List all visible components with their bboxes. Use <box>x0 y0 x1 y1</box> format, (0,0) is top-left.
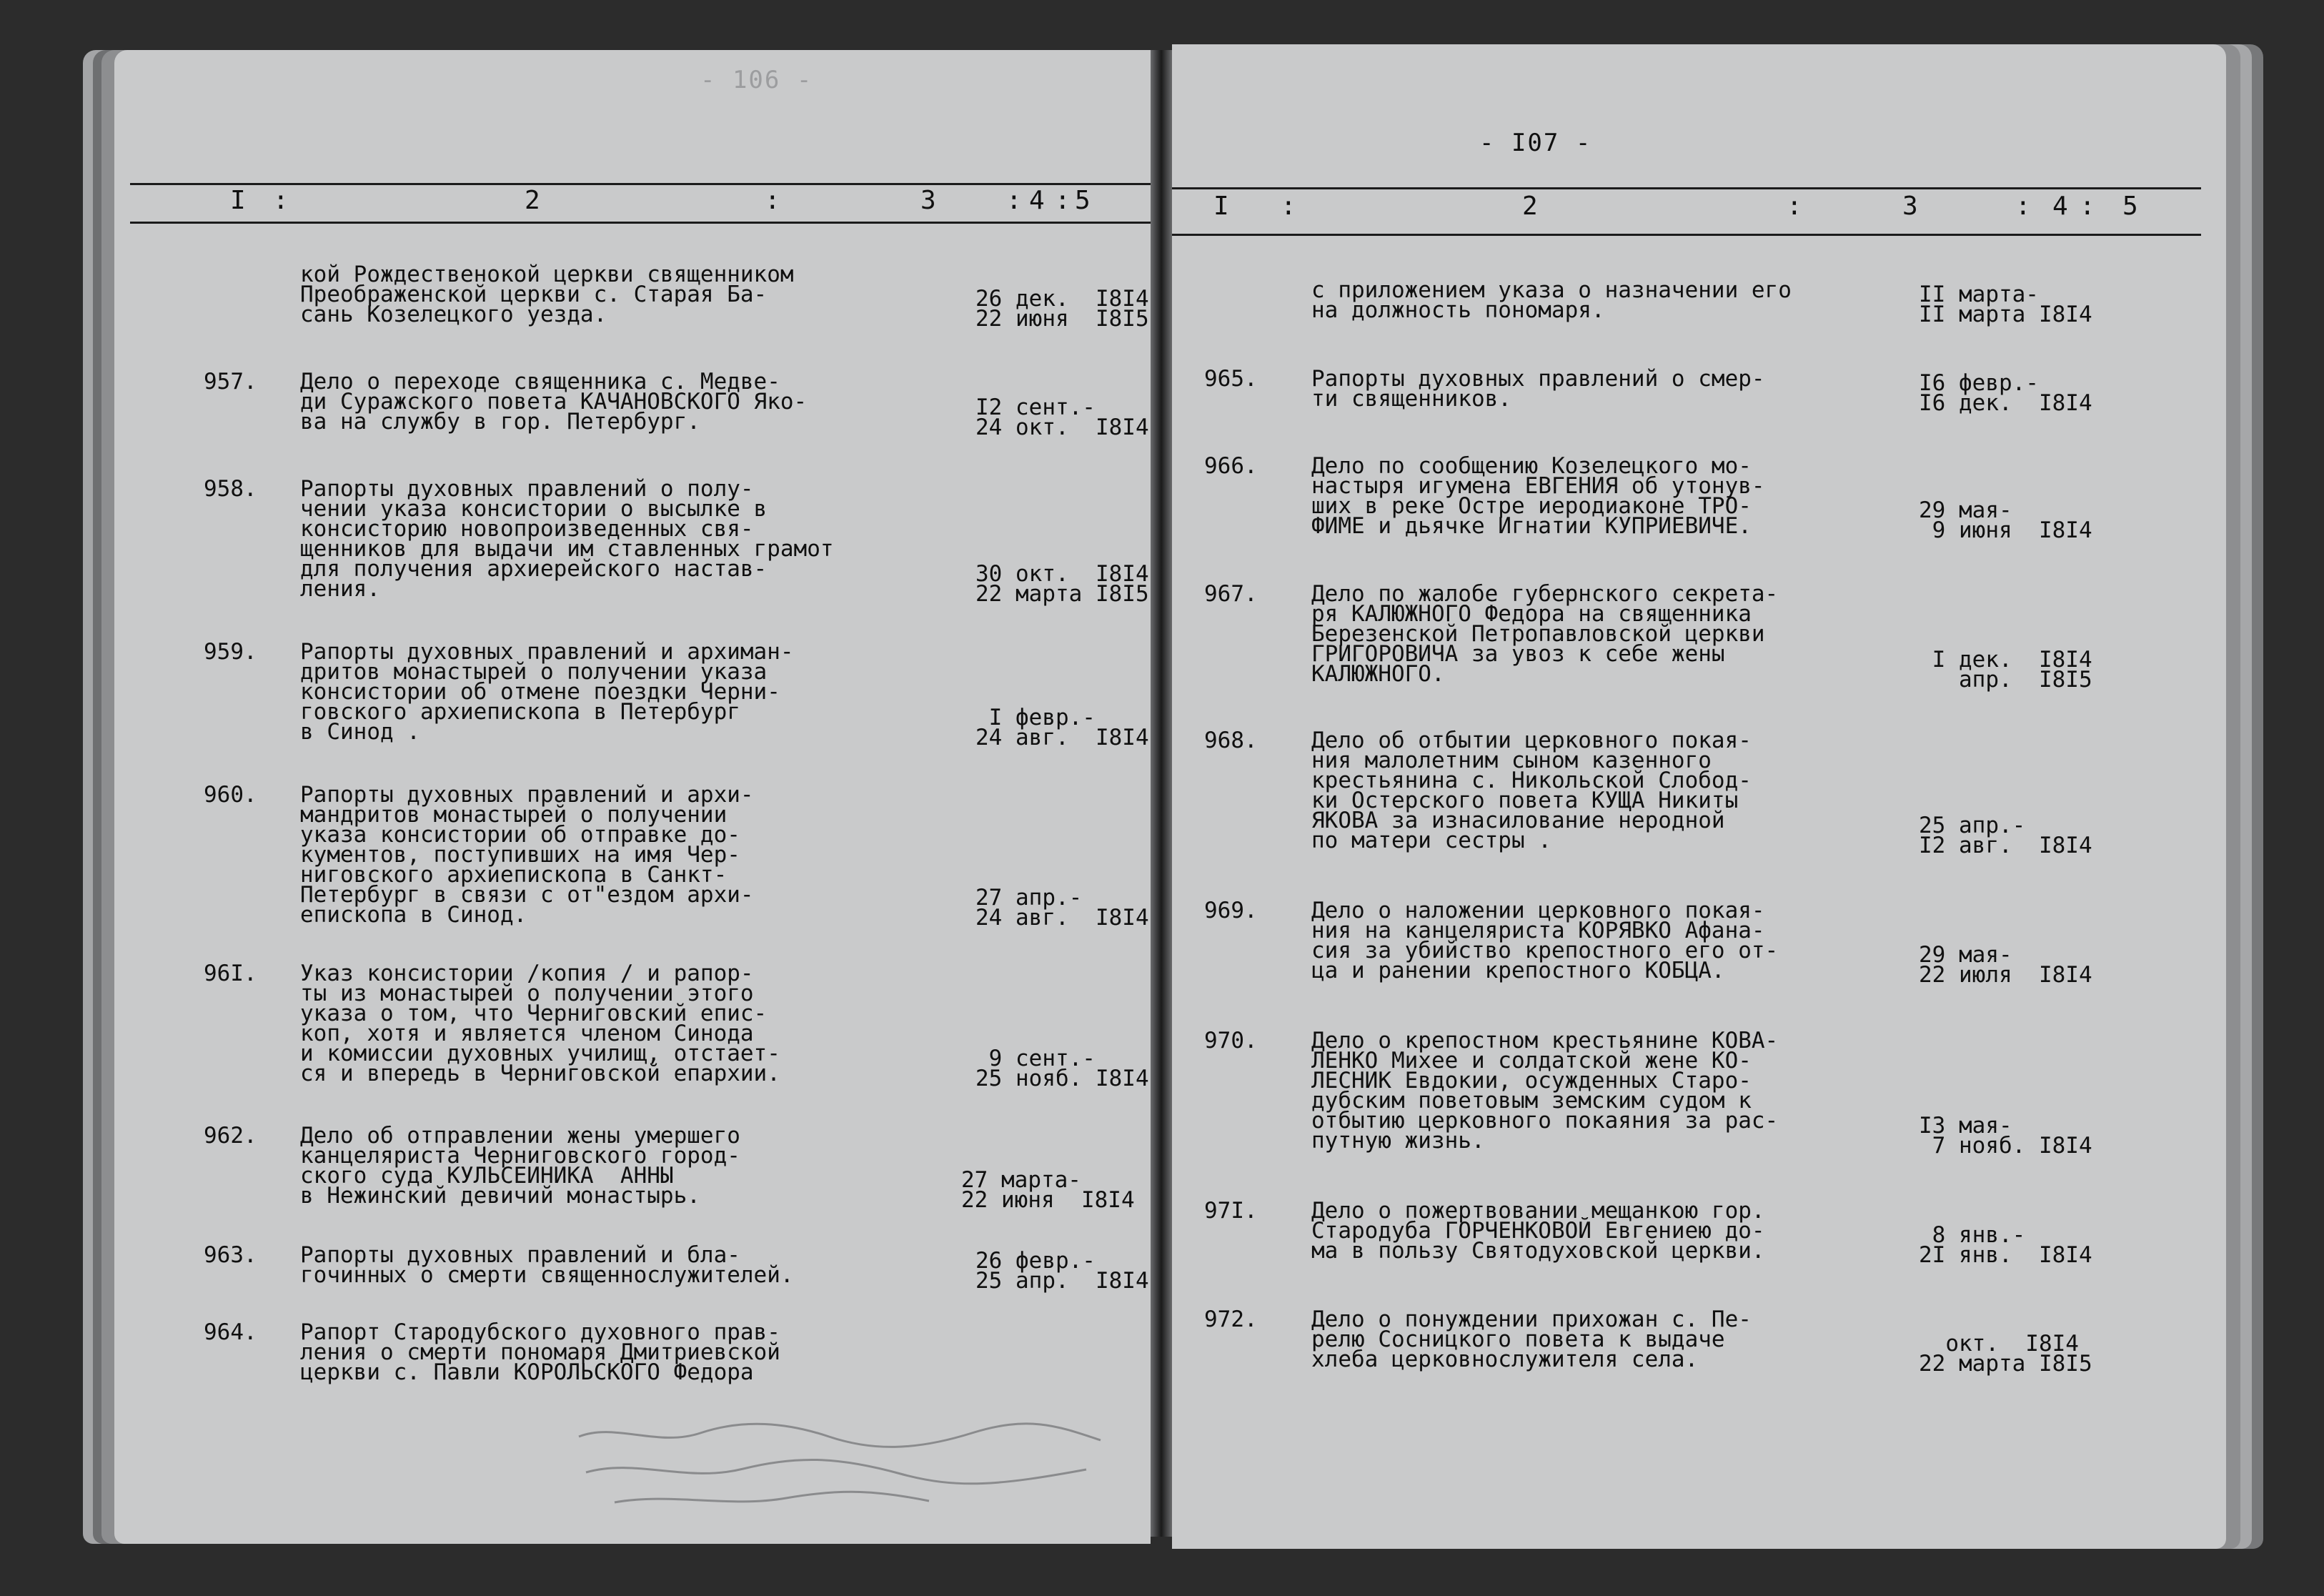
entry-dates: 27 марта- 22 июня I8I4 <box>961 1167 1135 1213</box>
entry-967 <box>1204 581 2205 693</box>
entry-description: Рапорты духовных правлений и бла- гочинных о смерти священнослужителей. <box>300 1242 794 1288</box>
column-header-3: 3 <box>1902 192 1918 221</box>
column-header-1: I <box>1213 192 1229 221</box>
entry-description: с приложением указа о назначении его на должность пономаря. <box>1311 277 1792 323</box>
entry-dates: окт. I8I4 22 марта I8I5 <box>1919 1331 2092 1377</box>
entry-description: Дело о пожертвовании мещанкою гор. Стародуба ГОРЧЕНКОВОЙ Евгениею до- ма в пользу Святодуховской церкви. <box>1311 1198 1765 1264</box>
entry-number: 969. <box>1204 898 1258 923</box>
header-top-rule <box>1172 187 2201 189</box>
entry-number: 965. <box>1204 366 1258 392</box>
entry-description: Рапорты духовных правлений и архиман- дритов монастырей о получении указа консистории об отмене поездки Черни- говского архиепископа в Петербург в Синод . <box>300 639 794 745</box>
entry-dates: 29 мая- 9 июня I8I4 <box>1919 497 2092 543</box>
handwritten-note-scribble <box>572 1408 1115 1515</box>
entry-description: кой Рождественокой церкви священником Преображенской церкви с. Старая Ба- сань Козелецкого уезда. <box>300 262 794 327</box>
column-header-4: 4 <box>1029 186 1045 215</box>
entry-dates: I февр.- 24 авг. I8I4 <box>975 705 1149 750</box>
right-page <box>1172 44 2226 1549</box>
entry-description: Дело по сообщению Козелецкого мо- настыря игумена ЕВГЕНИЯ об утонув- ших в реке Остре иеродиаконе ТРО- ФИМЕ и дьячке Игнатии КУПРИЕВИЧЕ. <box>1311 453 1765 539</box>
column-separator: : <box>1787 192 1802 221</box>
entry-dates: I2 сент.- 24 окт. I8I4 <box>975 395 1149 440</box>
entry-dates: 26 дек. I8I4 22 июня I8I5 <box>975 286 1149 332</box>
entry-description: Дело по жалобе губернского секрета- ря КАЛЮЖНОГО Федора на священника Березенской Петропавловской церкви ГРИГОРОВИЧА за увоз к себе жены КАЛЮЖНОГО. <box>1311 581 1779 687</box>
entry-number: 964. <box>204 1319 257 1345</box>
column-header-2: 2 <box>525 186 540 215</box>
entry-959 <box>204 639 1149 750</box>
column-separator: : <box>1006 186 1022 215</box>
entry-dates: 9 сент.- 25 нояб. I8I4 <box>975 1046 1149 1091</box>
entry-965 <box>1204 366 2205 416</box>
entry-number: 970. <box>1204 1028 1258 1054</box>
entry-number: 958. <box>204 476 257 502</box>
right-page-number: - I07 - <box>1479 129 1592 157</box>
entry-description: Дело о понуждении прихожан с. Пе- релю Сосницкого повета к выдаче хлеба церковнослужителя села. <box>1311 1307 1752 1372</box>
column-header-4: 4 <box>2052 192 2068 221</box>
entry-968 <box>1204 730 2205 856</box>
entry-971 <box>1204 1198 2205 1268</box>
entry-description: Дело об отправлении жены умершего канцеляриста Черниговского город- ского суда КУЛЬСЕИНИКА АННЫ в Нежинский девичий монастырь. <box>300 1123 740 1209</box>
entry-description: Дело о крепостном крестьянине КОВА- ЛЕНКО Михее и солдатской жене КО- ЛЕСНИК Евдокии, осужденных Старо- дубским поветовым земским судом к отбытию церковного покаяния за рас- путную жизнь. <box>1311 1028 1779 1154</box>
entry-963 <box>204 1242 1149 1294</box>
left-page <box>114 50 1151 1544</box>
entry-number: 972. <box>1204 1307 1258 1332</box>
left-page-number: - 106 - <box>700 66 813 94</box>
header-bottom-rule <box>130 222 1151 224</box>
entry-description: Рапорт Стародубского духовного прав- ления о смерти пономаря Дмитриевской церкви с. Павли КОРОЛЬСКОГО Федора <box>300 1319 780 1385</box>
header-bottom-rule <box>1172 234 2201 236</box>
entry-957 <box>204 369 1149 440</box>
entry-964 <box>204 1319 1133 1387</box>
entry-958 <box>204 476 1149 607</box>
entry-number: 966. <box>1204 453 1258 479</box>
entry-dates: 30 окт. I8I4 22 марта I8I5 <box>975 561 1149 607</box>
entry-number: 957. <box>204 369 257 395</box>
column-header-5: 5 <box>1075 186 1091 215</box>
entry-dates: 29 мая- 22 июля I8I4 <box>1919 942 2092 988</box>
entry-number: 96I. <box>204 961 257 986</box>
entry-dates: 26 февр.- 25 апр. I8I4 <box>975 1248 1149 1294</box>
column-header-5: 5 <box>2122 192 2138 221</box>
column-separator: : <box>2080 192 2095 221</box>
entry-description: Указ консистории /копия / и рапор- ты из монастырей о получении этого указа о том, что Черниговский епис- коп, хотя и является членом Синода и комиссии духовных училищ, отстает- ся и впередь в Черниговской епархии. <box>300 961 780 1086</box>
entry-960 <box>204 782 1149 931</box>
entry-970 <box>1204 1028 2205 1159</box>
entry-continuation <box>1204 277 2205 327</box>
entry-description: Рапорты духовных правлений и архи- мандритов монастырей о получении указа консистории об отправке до- кументов, поступивших на имя Чер- ниговского архиепископа в Санкт- Петербург в связи с от"ездом архи- епископа в Синод. <box>300 782 754 928</box>
entry-number: 967. <box>1204 581 1258 607</box>
entry-dates: I6 февр.- I6 дек. I8I4 <box>1919 370 2092 416</box>
entry-number: 963. <box>204 1242 257 1268</box>
entry-number: 960. <box>204 782 257 808</box>
entry-number: 968. <box>1204 728 1258 753</box>
column-separator: : <box>1055 186 1071 215</box>
entry-continuation <box>204 262 1149 332</box>
entry-description: Рапорты духовных правлений о смер- ти священников. <box>1311 366 1765 412</box>
column-header-1: I <box>230 186 246 215</box>
entry-dates: 25 апр.- I2 авг. I8I4 <box>1919 813 2092 858</box>
column-header-2: 2 <box>1522 192 1538 221</box>
entry-dates: 8 янв.- 2I янв. I8I4 <box>1919 1222 2092 1268</box>
column-separator: : <box>1281 192 1296 221</box>
entry-number: 962. <box>204 1123 257 1149</box>
entry-description: Дело о переходе священника с. Медве- ди Суражского повета КАЧАНОВСКОГО Яко- ва на службу в гор. Петербург. <box>300 369 808 435</box>
column-separator: : <box>273 186 289 215</box>
entry-962 <box>204 1123 1135 1213</box>
entry-description: Дело о наложении церковного покая- ния на канцеляриста КОРЯВКО Афана- сия за убийство крепостного его от- ца и ранении крепостного КОБЦА. <box>1311 898 1779 983</box>
book-gutter <box>1151 50 1172 1537</box>
header-top-rule <box>130 183 1151 185</box>
column-separator: : <box>765 186 780 215</box>
entry-972 <box>1204 1307 2205 1377</box>
entry-description: Дело об отбытии церковного покая- ния малолетним сыном казенного крестьянина с. Никольской Слобод- ки Остерского повета КУЩА Никиты ЯКОВА за изнасилование неродной по матери сестры . <box>1311 728 1752 853</box>
entry-966 <box>1204 453 2205 543</box>
entry-dates: I дек. I8I4 апр. I8I5 <box>1932 647 2092 693</box>
entry-dates: II марта- II марта I8I4 <box>1919 282 2092 327</box>
column-separator: : <box>2015 192 2031 221</box>
entry-961 <box>204 961 1149 1091</box>
entry-dates: I3 мая- 7 нояб. I8I4 <box>1919 1113 2092 1159</box>
entry-description: Рапорты духовных правлений о полу- чении указа консистории о высылке в консисторию новопроизведенных свя- щенников для выдачи им ставленных грамот для получения архиерейского настав- ления. <box>300 476 834 602</box>
entry-969 <box>1204 898 2205 988</box>
entry-number: 97I. <box>1204 1198 1258 1224</box>
entry-dates: 27 апр.- 24 авг. I8I4 <box>975 885 1149 931</box>
entry-number: 959. <box>204 639 257 665</box>
column-header-3: 3 <box>920 186 936 215</box>
